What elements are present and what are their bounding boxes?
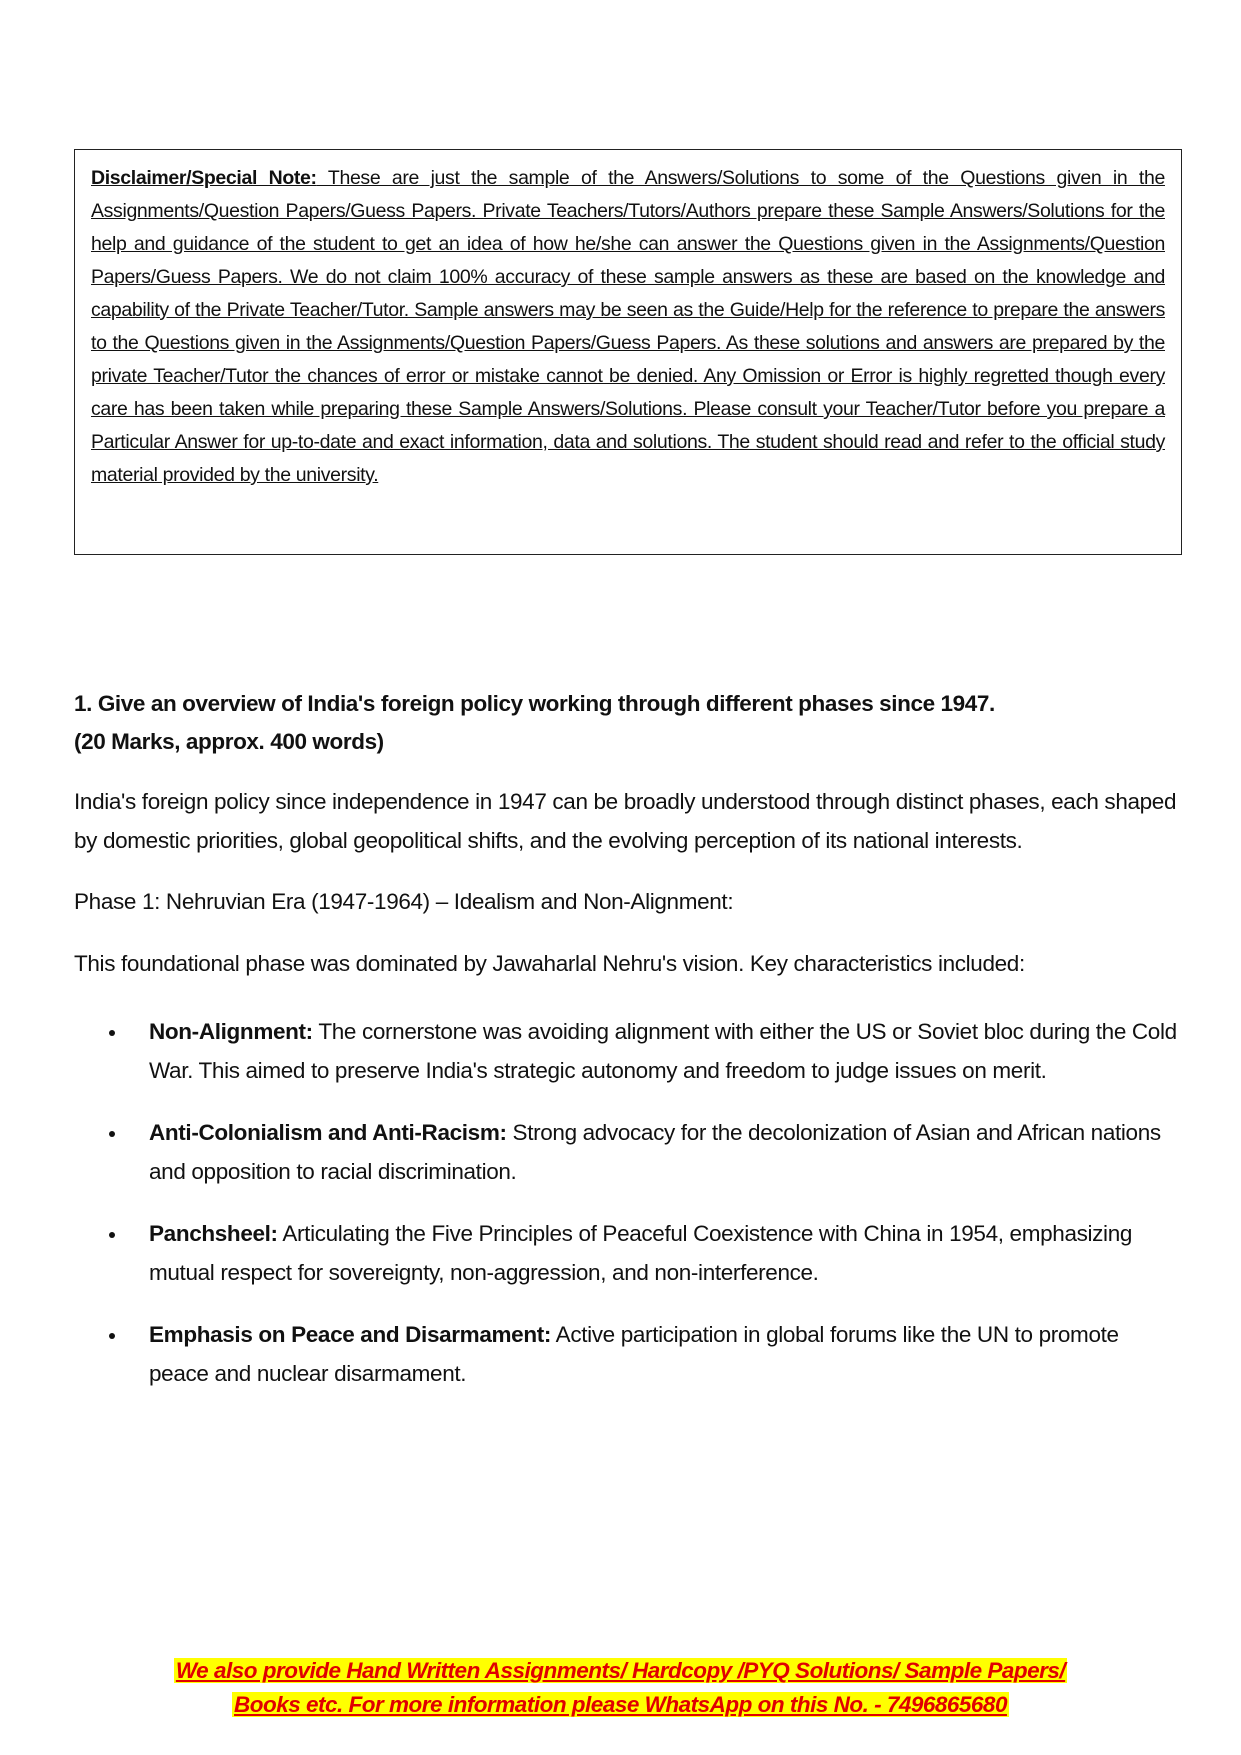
phase-heading: Phase 1: Nehruvian Era (1947-1964) – Idealism and Non-Alignment: (74, 889, 734, 914)
list-item (74, 1013, 1184, 1090)
list-item-term: Anti-Colonialism and Anti-Racism: (149, 1120, 507, 1145)
disclaimer-body: These are just the sample of the Answers/Solutions to some of the Questions given in the Assignments/Question Papers/Guess Papers. Private Teachers/Tutors/Authors prepare these Sample Answers/Solutions for the help and guidance of the student to get an idea of how he/she can answer the Questions given in the Assignments/Question Papers/Guess Papers. We do not claim 100% accuracy of these sample answers as these are based on the knowledge and capability of the Private Teacher/Tutor. Sample answers may be seen as the Guide/Help for the reference to prepare the answers to the Questions given in the Assignments/Question Papers/Guess Papers. As these solutions and answers are prepared by the private Teacher/Tutor the chances of error or mistake cannot be denied. Any Omission or Error is highly regretted though every care has been taken while preparing these Sample Answers/Solutions. Please consult your Teacher/Tutor before you prepare a Particular Answer for up-to-date and exact information, data and solutions. The student should read and refer to the official study material provided by the university. (91, 167, 1165, 486)
bullet-icon (109, 1131, 115, 1137)
list-item-term: Panchsheel: (149, 1221, 278, 1246)
list-item-text: Strong advocacy for the decolonization of Asian and African nations and opposition to racial discrimination. (149, 1120, 1161, 1184)
disclaimer-label: Disclaimer/Special Note: (91, 167, 317, 189)
bullet-icon (109, 1333, 115, 1339)
question-marks: (20 Marks, approx. 400 words) (74, 729, 384, 754)
list-item-term: Non-Alignment: (149, 1019, 313, 1044)
bullet-icon (109, 1232, 115, 1238)
list-item-text: Active participation in global forums like the UN to promote peace and nuclear disarmament. (149, 1322, 1119, 1386)
disclaimer-box (74, 149, 1182, 555)
characteristics-list (74, 1013, 1184, 1393)
list-item-text: Articulating the Five Principles of Peaceful Coexistence with China in 1954, emphasizing mutual respect for sovereignty, non-aggression, and non-interference. (149, 1221, 1133, 1285)
promo-footer (0, 1654, 1241, 1722)
question-title-line1: 1. Give an overview of India's foreign policy working through different phases since 1947. (74, 691, 995, 716)
list-item (74, 1215, 1184, 1292)
disclaimer-text (91, 162, 1165, 492)
promo-line-2: Books etc. For more information please WhatsApp on this No. - 7496865680 (234, 1692, 1007, 1717)
answer-content (74, 685, 1184, 1417)
promo-line-1: We also provide Hand Written Assignments/ Hardcopy /PYQ Solutions/ Sample Papers/ (175, 1658, 1066, 1683)
list-item-term: Emphasis on Peace and Disarmament: (149, 1322, 551, 1347)
bullet-icon (109, 1030, 115, 1036)
phase-intro: This foundational phase was dominated by Jawaharlal Nehru's vision. Key characteristics included: (74, 950, 1025, 976)
list-item-text: The cornerstone was avoiding alignment with either the US or Soviet bloc during the Cold War. This aimed to preserve India's strategic autonomy and freedom to judge issues on merit. (149, 1019, 1177, 1083)
list-item (74, 1316, 1184, 1393)
question-title (74, 685, 1184, 761)
intro-paragraph: India's foreign policy since independence in 1947 can be broadly understood through distinct phases, each shaped by domestic priorities, global geopolitical shifts, and the evolving perception of its national interests. (74, 789, 1177, 853)
list-item (74, 1114, 1184, 1191)
